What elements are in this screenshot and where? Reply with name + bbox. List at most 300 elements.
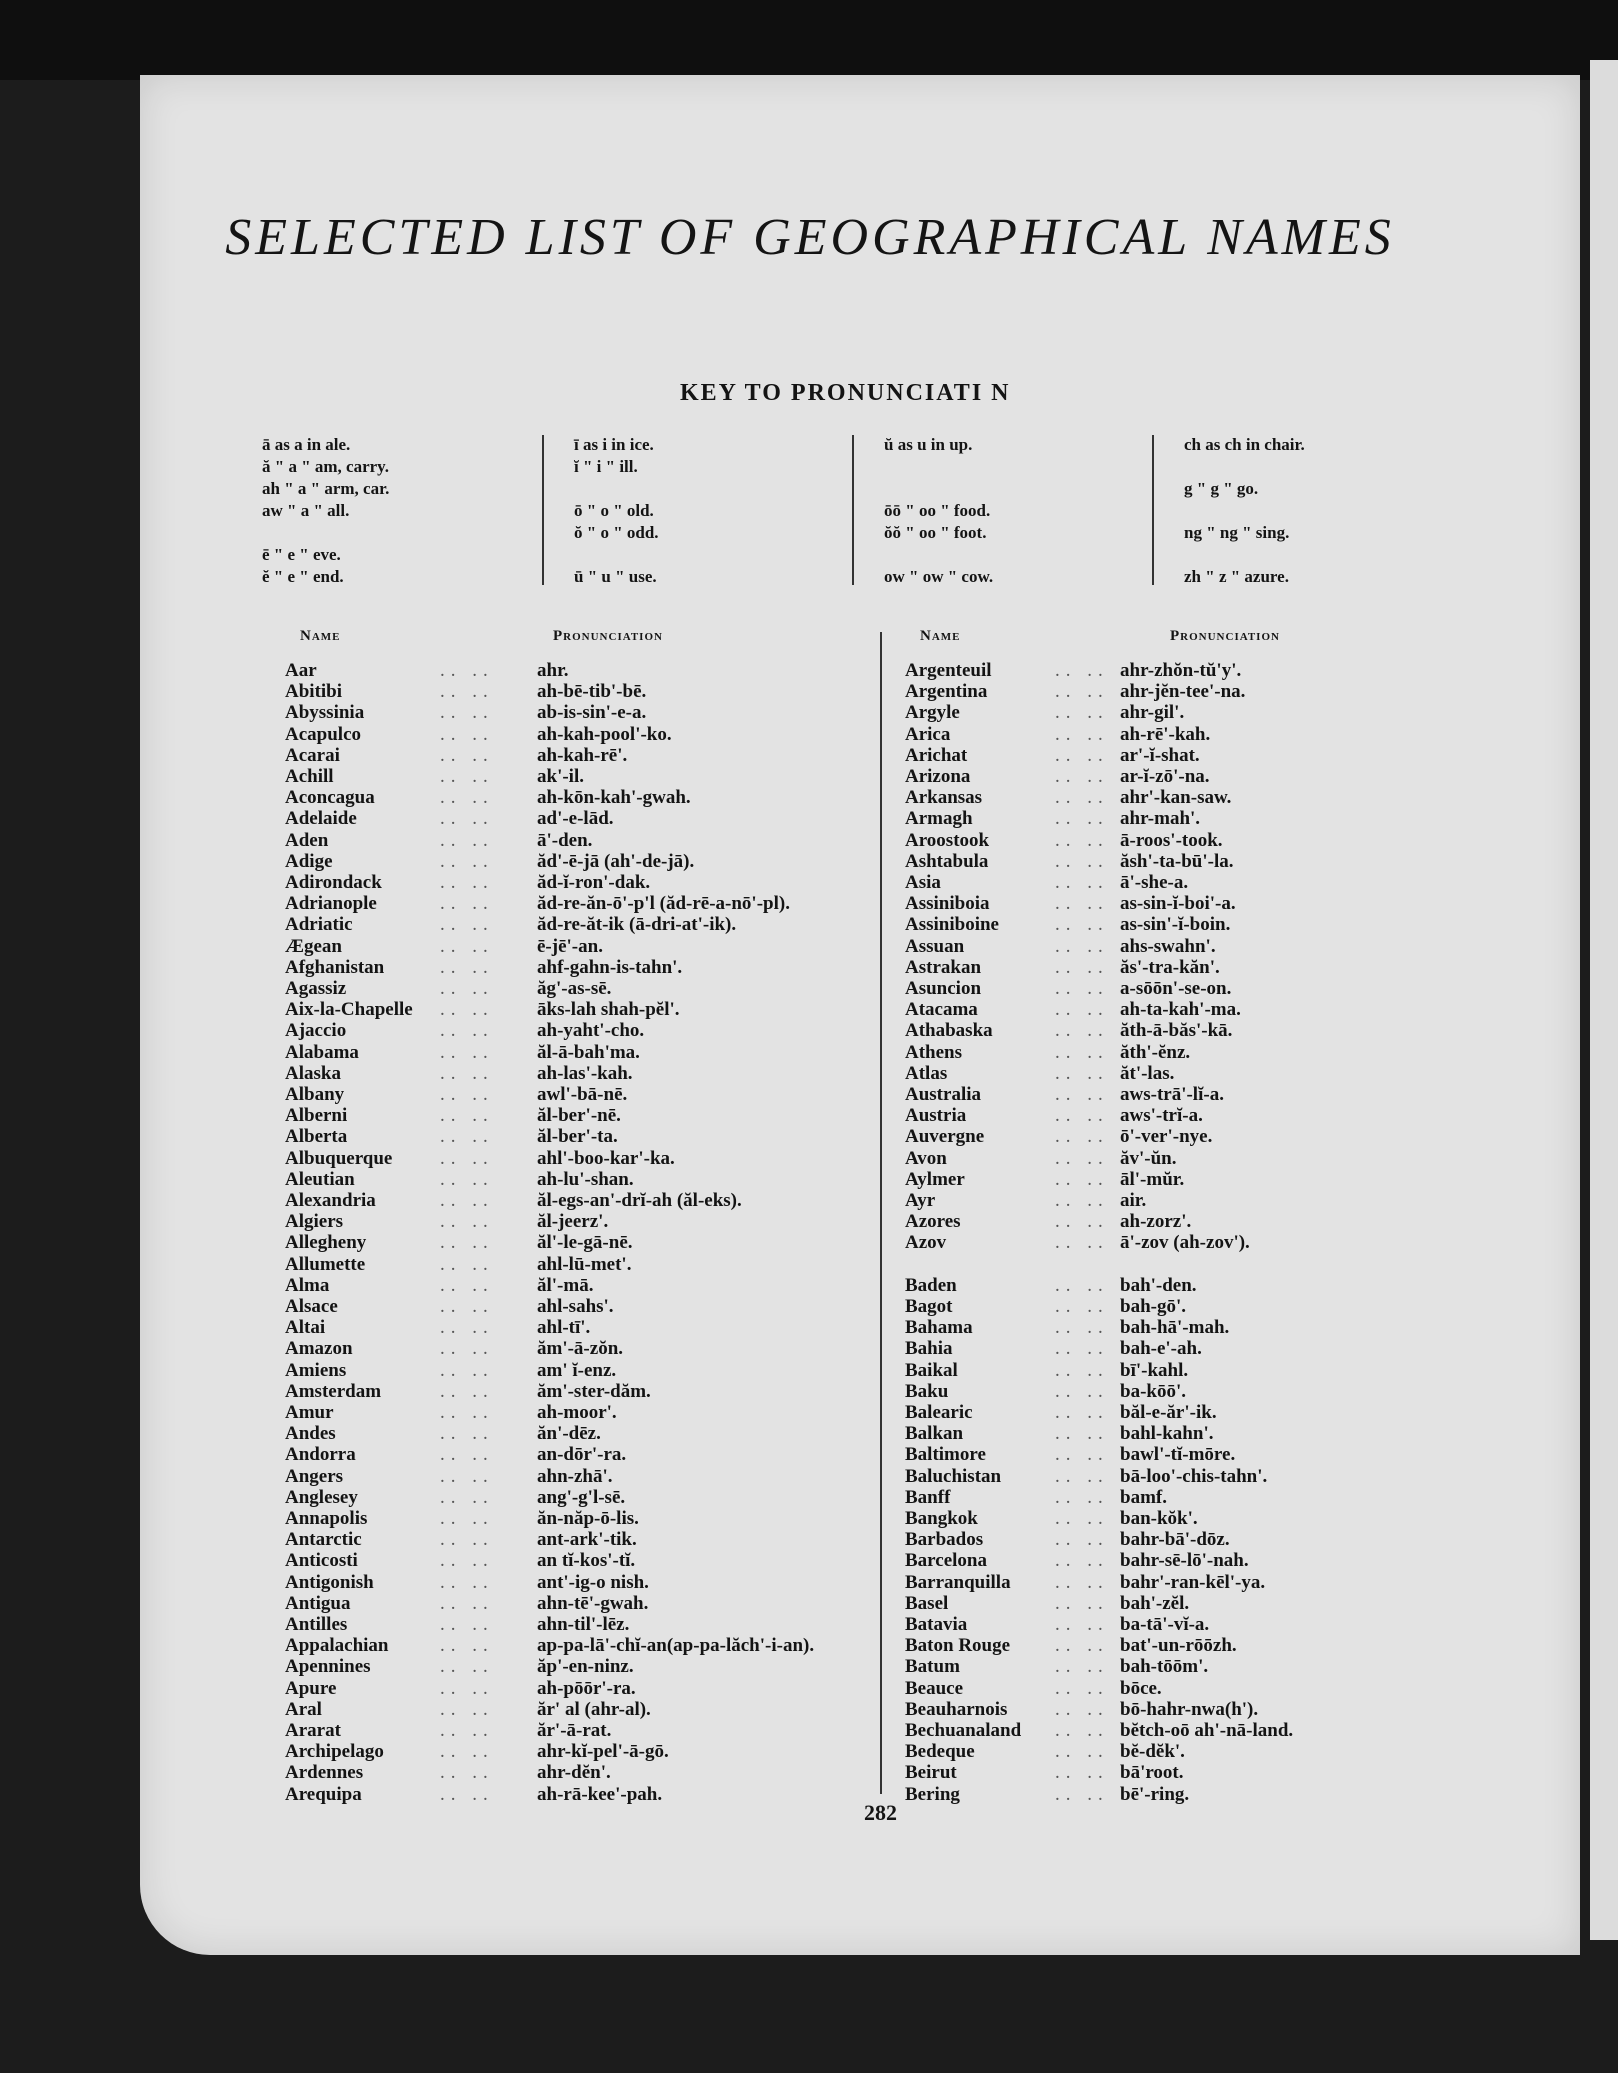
leader-dots: .. ..	[440, 893, 494, 915]
place-name: Assiniboine	[905, 914, 999, 936]
pronunciation: ē-jē'-an.	[537, 935, 603, 957]
pronunciation: ban-kŏk'.	[1120, 1508, 1198, 1529]
pronunciation: an-dōr'-ra.	[537, 1444, 627, 1466]
pronunciation: ah-rā-kee'-pah.	[537, 1783, 663, 1805]
gazetteer-entry	[905, 1042, 1460, 1063]
leader-dots: .. ..	[440, 914, 494, 936]
leader-dots: .. ..	[440, 766, 494, 787]
place-name: Banff	[905, 1486, 951, 1508]
place-name: Appalachian	[285, 1635, 389, 1657]
leader-dots: .. ..	[1055, 914, 1109, 936]
leader-dots: .. ..	[1055, 723, 1109, 745]
pronunciation: a-sōōn'-se-on.	[1120, 978, 1232, 999]
place-name: Balkan	[905, 1423, 964, 1445]
pronunciation: bī'-kahl.	[1120, 1359, 1189, 1381]
pronunciation: awl'-bā-nē.	[537, 1084, 628, 1105]
key-row: aw " a " all.	[262, 501, 350, 520]
place-name: Azov	[905, 1232, 947, 1254]
place-name: Asia	[905, 872, 941, 893]
pronunciation: ā'-she-a.	[1120, 872, 1189, 893]
leader-dots: .. ..	[440, 1656, 494, 1678]
gazetteer-entry	[905, 1572, 1460, 1593]
pronunciation: bat'-un-rōōzh.	[1120, 1635, 1237, 1657]
pronunciation: bahr-bā'-dōz.	[1120, 1529, 1230, 1551]
gazetteer-entry	[905, 936, 1460, 957]
gazetteer-entry	[905, 978, 1460, 999]
pronunciation: bah'-zĕl.	[1120, 1592, 1190, 1614]
leader-dots: .. ..	[1055, 787, 1109, 809]
gazetteer-entry	[285, 1784, 877, 1805]
gazetteer-entry	[285, 1741, 877, 1762]
place-name: Aroostook	[905, 829, 990, 851]
pronunciation: bamf.	[1120, 1486, 1167, 1508]
pronunciation: ah-moor'.	[537, 1402, 617, 1423]
place-name: Aix-la-Chapelle	[285, 999, 413, 1021]
leader-dots: .. ..	[440, 1126, 494, 1148]
gazetteer-entry	[285, 1338, 877, 1359]
column-divider	[880, 632, 882, 1794]
leader-dots: .. ..	[440, 1402, 494, 1423]
gazetteer-entry	[905, 1550, 1460, 1571]
pronunciation: ah-zorz'.	[1120, 1211, 1192, 1233]
place-name: Alabama	[285, 1041, 359, 1063]
gazetteer-entry	[285, 1614, 877, 1635]
gazetteer-entry	[905, 1105, 1460, 1126]
key-row: ā as a in ale.	[262, 435, 351, 454]
place-name: Arica	[905, 723, 951, 745]
key-row: ă " a " am, carry.	[262, 457, 389, 476]
leader-dots: .. ..	[1055, 850, 1109, 872]
pronunciation: ahn-zhā'.	[537, 1465, 613, 1487]
pronunciation: ăl-ber'-nē.	[537, 1105, 621, 1127]
leader-dots: .. ..	[1055, 808, 1109, 830]
place-name: Andes	[285, 1423, 336, 1445]
pronunciation: ang'-g'l-sē.	[537, 1486, 626, 1508]
place-name: Assuan	[905, 935, 965, 957]
gazetteer-entry	[905, 851, 1460, 872]
place-name: Argenteuil	[905, 660, 992, 681]
leader-dots: .. ..	[1055, 1296, 1109, 1317]
gazetteer-entry	[905, 1678, 1460, 1699]
place-name: Baton Rouge	[905, 1635, 1011, 1657]
pronunciation: ba-kōō'.	[1120, 1380, 1186, 1402]
key-heading: KEY TO PRONUNCIATI N	[680, 380, 1011, 406]
leader-dots: .. ..	[1055, 999, 1109, 1021]
leader-dots: .. ..	[1055, 1317, 1109, 1339]
place-name: Batum	[905, 1656, 960, 1678]
place-name: Andorra	[285, 1444, 356, 1466]
leader-dots: .. ..	[440, 1677, 494, 1699]
leader-dots: .. ..	[1055, 1783, 1109, 1805]
gazetteer-entry	[905, 1402, 1460, 1423]
pronunciation: ăn'-dēz.	[537, 1423, 601, 1445]
gazetteer-entry	[905, 724, 1460, 745]
pronunciation: ahs-swahn'.	[1120, 935, 1216, 957]
place-name: Baltimore	[905, 1444, 986, 1466]
place-name: Ardennes	[285, 1762, 364, 1784]
leader-dots: .. ..	[1055, 1190, 1109, 1211]
pronunciation: ā'-zov (ah-zov').	[1120, 1232, 1250, 1254]
next-page-edge	[1590, 60, 1618, 1940]
pronunciation: ăd-ĭ-ron'-dak.	[537, 872, 651, 893]
place-name: Atacama	[905, 999, 978, 1021]
place-name: Allumette	[285, 1253, 366, 1275]
place-name: Barranquilla	[905, 1571, 1011, 1593]
gazetteer-entry	[285, 745, 877, 766]
gazetteer-entry	[285, 936, 877, 957]
gazetteer-entry	[285, 1572, 877, 1593]
place-name: Auvergne	[905, 1126, 985, 1148]
pronunciation: an tĭ-kos'-tĭ.	[537, 1550, 636, 1572]
leader-dots: .. ..	[1055, 1677, 1109, 1699]
gazetteer-entry	[285, 1656, 877, 1677]
page-number: 282	[864, 1800, 897, 1825]
leader-dots: .. ..	[440, 1423, 494, 1445]
pronunciation: ap-pa-lā'-chĭ-an(ap-pa-lăch'-i-an).	[537, 1635, 815, 1657]
leader-dots: .. ..	[1055, 1105, 1109, 1127]
place-name: Bahama	[905, 1317, 973, 1339]
pronunciation: ăd'-ē-jā (ah'-de-jā).	[537, 850, 695, 872]
leader-dots: .. ..	[1055, 1126, 1109, 1148]
gazetteer-entry	[285, 957, 877, 978]
gazetteer-entry	[285, 1593, 877, 1614]
place-name: Apure	[285, 1677, 337, 1699]
pronunciation: bahr-sē-lō'-nah.	[1120, 1550, 1249, 1572]
leader-dots: .. ..	[440, 1783, 494, 1805]
leader-dots: .. ..	[1055, 1444, 1109, 1466]
page-title: SELECTED LIST OF GEOGRAPHICAL NAMES	[225, 209, 1395, 266]
place-name: Antarctic	[285, 1529, 362, 1551]
pronunciation: ăth'-ĕnz.	[1120, 1041, 1191, 1063]
leader-dots: .. ..	[440, 681, 494, 703]
gazetteer-entry	[285, 1169, 877, 1190]
place-name: Argentina	[905, 681, 988, 703]
place-name: Baluchistan	[905, 1465, 1002, 1487]
leader-dots: .. ..	[440, 1211, 494, 1233]
place-name: Baden	[905, 1274, 957, 1296]
place-name: Ararat	[285, 1720, 341, 1741]
pronunciation: ăr'-ā-rat.	[537, 1720, 612, 1741]
place-name: Adelaide	[285, 808, 357, 830]
gazetteer-entry	[285, 1529, 877, 1550]
key-row: ow " ow " cow.	[884, 567, 994, 586]
scan-background	[0, 0, 1618, 80]
gazetteer-entry	[285, 830, 877, 851]
place-name: Apennines	[285, 1656, 371, 1678]
pronunciation: bĕtch-oō ah'-nā-land.	[1120, 1720, 1294, 1741]
key-column	[1152, 435, 1444, 585]
gazetteer-entry	[905, 1381, 1460, 1402]
place-name: Athens	[905, 1041, 963, 1063]
gazetteer-entry	[285, 1148, 877, 1169]
gazetteer-entry	[905, 1784, 1460, 1805]
pronunciation: ahr.	[537, 660, 569, 681]
pronunciation: ah-las'-kah.	[537, 1062, 633, 1084]
place-name: Arizona	[905, 766, 971, 787]
pronunciation: bah-hā'-mah.	[1120, 1317, 1230, 1339]
place-name: Anglesey	[285, 1486, 358, 1508]
place-name: Ajaccio	[285, 1020, 347, 1042]
place-name: Aconcagua	[285, 787, 375, 809]
leader-dots: .. ..	[1055, 829, 1109, 851]
pronunciation: ăd-re-ăn-ō'-p'l (ăd-rē-a-nō'-pl).	[537, 893, 790, 915]
leader-dots: .. ..	[440, 1253, 494, 1275]
place-name: Acapulco	[285, 723, 361, 745]
gazetteer-entry	[285, 724, 877, 745]
key-row: ch as ch in chair.	[1184, 435, 1305, 454]
key-row: ŏŏ " oo " foot.	[884, 523, 987, 542]
gazetteer-entry	[285, 1211, 877, 1232]
place-name: Abitibi	[285, 681, 343, 703]
leader-dots: .. ..	[1055, 1508, 1109, 1529]
pronunciation: bā-loo'-chis-tahn'.	[1120, 1465, 1268, 1487]
place-name: Angers	[285, 1465, 344, 1487]
pronunciation: ahl'-boo-kar'-ka.	[537, 1147, 675, 1169]
leader-dots: .. ..	[1055, 1402, 1109, 1423]
leader-dots: .. ..	[1055, 1147, 1109, 1169]
leader-dots: .. ..	[1055, 1762, 1109, 1784]
pronunciation: ahf-gahn-is-tahn'.	[537, 956, 683, 978]
gazetteer-entry	[905, 1720, 1460, 1741]
gazetteer-entry	[285, 1402, 877, 1423]
gazetteer-entry	[905, 1211, 1460, 1232]
pronunciation: bōce.	[1120, 1677, 1162, 1699]
gazetteer-entry	[285, 1699, 877, 1720]
leader-dots: .. ..	[440, 935, 494, 957]
place-name: Ayr	[905, 1190, 936, 1211]
gazetteer-entry	[905, 808, 1460, 829]
leader-dots: .. ..	[1055, 1380, 1109, 1402]
gazetteer-entry	[905, 1635, 1460, 1656]
pronunciation: ab-is-sin'-e-a.	[537, 702, 647, 724]
leader-dots: .. ..	[1055, 1020, 1109, 1042]
leader-dots: .. ..	[1055, 744, 1109, 766]
place-name: Barcelona	[905, 1550, 987, 1572]
pronunciation: ahr-zhŏn-tŭ'y'.	[1120, 660, 1242, 681]
gazetteer-entry	[285, 914, 877, 935]
place-name: Algiers	[285, 1211, 344, 1233]
leader-dots: .. ..	[440, 1317, 494, 1339]
gazetteer-entry	[285, 1508, 877, 1529]
leader-dots: .. ..	[1055, 1084, 1109, 1105]
pronunciation: bā'root.	[1120, 1762, 1184, 1784]
place-name: Argyle	[905, 702, 960, 724]
pronunciation: ăv'-ŭn.	[1120, 1147, 1177, 1169]
pronunciation: ahr-gil'.	[1120, 702, 1185, 724]
pronunciation: bahr'-ran-kēl'-ya.	[1120, 1571, 1266, 1593]
gazetteer-entry	[285, 1190, 877, 1211]
key-row: ŏ " o " odd.	[574, 523, 659, 542]
gazetteer-entry	[905, 830, 1460, 851]
gazetteer-entry	[285, 1762, 877, 1783]
leader-dots: .. ..	[440, 978, 494, 999]
place-name: Alsace	[285, 1296, 338, 1317]
pronunciation: ăl-ber'-ta.	[537, 1126, 618, 1148]
gazetteer-entry	[905, 1444, 1460, 1465]
place-name: Baikal	[905, 1359, 958, 1381]
gazetteer-entry	[905, 1614, 1460, 1635]
place-name: Austria	[905, 1105, 967, 1127]
gazetteer-entry	[905, 1296, 1460, 1317]
key-row: ū " u " use.	[574, 567, 657, 586]
gazetteer-entry	[285, 1487, 877, 1508]
place-name: Altai	[285, 1317, 326, 1339]
pronunciation: ăn-năp-ō-lis.	[537, 1508, 639, 1529]
pronunciation: am' ĭ-enz.	[537, 1359, 617, 1381]
gazetteer-entry	[285, 1466, 877, 1487]
leader-dots: .. ..	[440, 1571, 494, 1593]
pronunciation: ant'-ig-o nish.	[537, 1571, 649, 1593]
leader-dots: .. ..	[1055, 1338, 1109, 1360]
gazetteer-entry	[905, 1232, 1460, 1253]
key-row: ng " ng " sing.	[1184, 523, 1290, 542]
key-column	[542, 435, 834, 585]
place-name: Alaska	[285, 1062, 341, 1084]
pronunciation: ahr-mah'.	[1120, 808, 1201, 830]
pronunciation: aws'-trĭ-a.	[1120, 1105, 1203, 1127]
leader-dots: .. ..	[1055, 1423, 1109, 1445]
leader-dots: .. ..	[440, 1529, 494, 1551]
place-name: Adige	[285, 850, 333, 872]
leader-dots: .. ..	[1055, 1168, 1109, 1190]
pronunciation: ah-kōn-kah'-gwah.	[537, 787, 691, 809]
pronunciation: ah-lu'-shan.	[537, 1168, 634, 1190]
gazetteer-entry	[905, 1169, 1460, 1190]
pronunciation: ahl-sahs'.	[537, 1296, 614, 1317]
gazetteer-entry	[905, 1190, 1460, 1211]
pronunciation: bĕ-dĕk'.	[1120, 1741, 1185, 1763]
leader-dots: .. ..	[440, 1296, 494, 1317]
gazetteer-entry	[285, 1084, 877, 1105]
gazetteer-entry	[285, 1550, 877, 1571]
leader-dots: .. ..	[1055, 1592, 1109, 1614]
pronunciation: bah'-den.	[1120, 1274, 1197, 1296]
place-name: Arequipa	[285, 1783, 362, 1805]
gazetteer-entry	[285, 1423, 877, 1444]
gazetteer-entry	[905, 1126, 1460, 1147]
pronunciation: ā-roos'-took.	[1120, 829, 1223, 851]
place-name: Arkansas	[905, 787, 983, 809]
gazetteer-entry	[285, 893, 877, 914]
key-row: ĕ " e " end.	[262, 567, 344, 586]
key-row: g " g " go.	[1184, 479, 1259, 498]
gazetteer-entry	[905, 1360, 1460, 1381]
key-column	[852, 435, 1144, 585]
right-pronunciation-header: Pronunciation	[1170, 628, 1280, 644]
leader-dots: .. ..	[440, 787, 494, 809]
place-name: Beauharnois	[905, 1698, 1008, 1720]
left-pronunciation-header: Pronunciation	[553, 628, 663, 644]
leader-dots: .. ..	[440, 1720, 494, 1741]
gazetteer-entry	[905, 957, 1460, 978]
leader-dots: .. ..	[440, 1105, 494, 1127]
place-name: Baku	[905, 1380, 949, 1402]
pronunciation: ahn-tē'-gwah.	[537, 1592, 649, 1614]
gazetteer-entry	[905, 681, 1460, 702]
place-name: Afghanistan	[285, 956, 385, 978]
pronunciation: ad'-e-lād.	[537, 808, 614, 830]
key-row: ŭ as u in up.	[884, 435, 973, 454]
gazetteer-entry	[905, 1529, 1460, 1550]
place-name: Bahia	[905, 1338, 953, 1360]
pronunciation: ah-yaht'-cho.	[537, 1020, 645, 1042]
place-name: Aden	[285, 829, 329, 851]
place-name: Alberta	[285, 1126, 348, 1148]
place-name: Beirut	[905, 1762, 957, 1784]
place-name: Antigonish	[285, 1571, 374, 1593]
leader-dots: .. ..	[440, 1614, 494, 1635]
gazetteer-entry	[905, 1466, 1460, 1487]
place-name: Bering	[905, 1783, 960, 1805]
pronunciation: ahr-jĕn-tee'-na.	[1120, 681, 1246, 703]
leader-dots: .. ..	[440, 1062, 494, 1084]
pronunciation: ăth-ā-băs'-kā.	[1120, 1020, 1233, 1042]
gazetteer-entry	[285, 1296, 877, 1317]
place-name: Alberni	[285, 1105, 348, 1127]
pronunciation: bah-e'-ah.	[1120, 1338, 1202, 1360]
place-name: Atlas	[905, 1062, 948, 1084]
gazetteer-entry	[905, 1656, 1460, 1677]
gazetteer-entry	[905, 660, 1460, 681]
leader-dots: .. ..	[440, 1465, 494, 1487]
pronunciation: ăl-ā-bah'ma.	[537, 1041, 640, 1063]
gazetteer-entry	[905, 787, 1460, 808]
right-name-header: Name	[920, 628, 961, 644]
leader-dots: .. ..	[440, 1359, 494, 1381]
leader-dots: .. ..	[1055, 956, 1109, 978]
gazetteer-entry	[285, 872, 877, 893]
leader-dots: .. ..	[1055, 872, 1109, 893]
leader-dots: .. ..	[440, 1635, 494, 1657]
gazetteer-entry	[285, 1360, 877, 1381]
leader-dots: .. ..	[440, 702, 494, 724]
place-name: Adriatic	[285, 914, 353, 936]
pronunciation: ah-kah-rē'.	[537, 744, 628, 766]
gazetteer-entry	[285, 999, 877, 1020]
leader-dots: .. ..	[440, 1190, 494, 1211]
leader-dots: .. ..	[1055, 1211, 1109, 1233]
leader-dots: .. ..	[440, 1168, 494, 1190]
key-row: ah " a " arm, car.	[262, 479, 390, 498]
leader-dots: .. ..	[440, 850, 494, 872]
leader-dots: .. ..	[1055, 1614, 1109, 1635]
leader-dots: .. ..	[440, 872, 494, 893]
place-name: Australia	[905, 1084, 981, 1105]
leader-dots: .. ..	[440, 1274, 494, 1296]
leader-dots: .. ..	[1055, 681, 1109, 703]
gazetteer-entry	[905, 1487, 1460, 1508]
leader-dots: .. ..	[1055, 935, 1109, 957]
gazetteer-entry	[285, 787, 877, 808]
leader-dots: .. ..	[440, 1232, 494, 1254]
gazetteer-entry	[905, 1762, 1460, 1783]
gazetteer-entry	[285, 1254, 877, 1275]
key-row: ĭ " i " ill.	[574, 457, 638, 476]
place-name: Asuncion	[905, 978, 982, 999]
place-name: Aylmer	[905, 1168, 965, 1190]
pronunciation: ahl-tī'.	[537, 1317, 591, 1339]
leader-dots: .. ..	[1055, 1698, 1109, 1720]
pronunciation: ăr' al (ahr-al).	[537, 1698, 651, 1720]
leader-dots: .. ..	[440, 1550, 494, 1572]
leader-dots: .. ..	[440, 1444, 494, 1466]
key-row: ō " o " old.	[574, 501, 654, 520]
pronunciation: ăl-jeerz'.	[537, 1211, 609, 1233]
pronunciation: ăl'-le-gā-nē.	[537, 1232, 633, 1254]
gazetteer-entry	[905, 1020, 1460, 1041]
place-name: Allegheny	[285, 1232, 367, 1254]
gazetteer-entry	[285, 1020, 877, 1041]
